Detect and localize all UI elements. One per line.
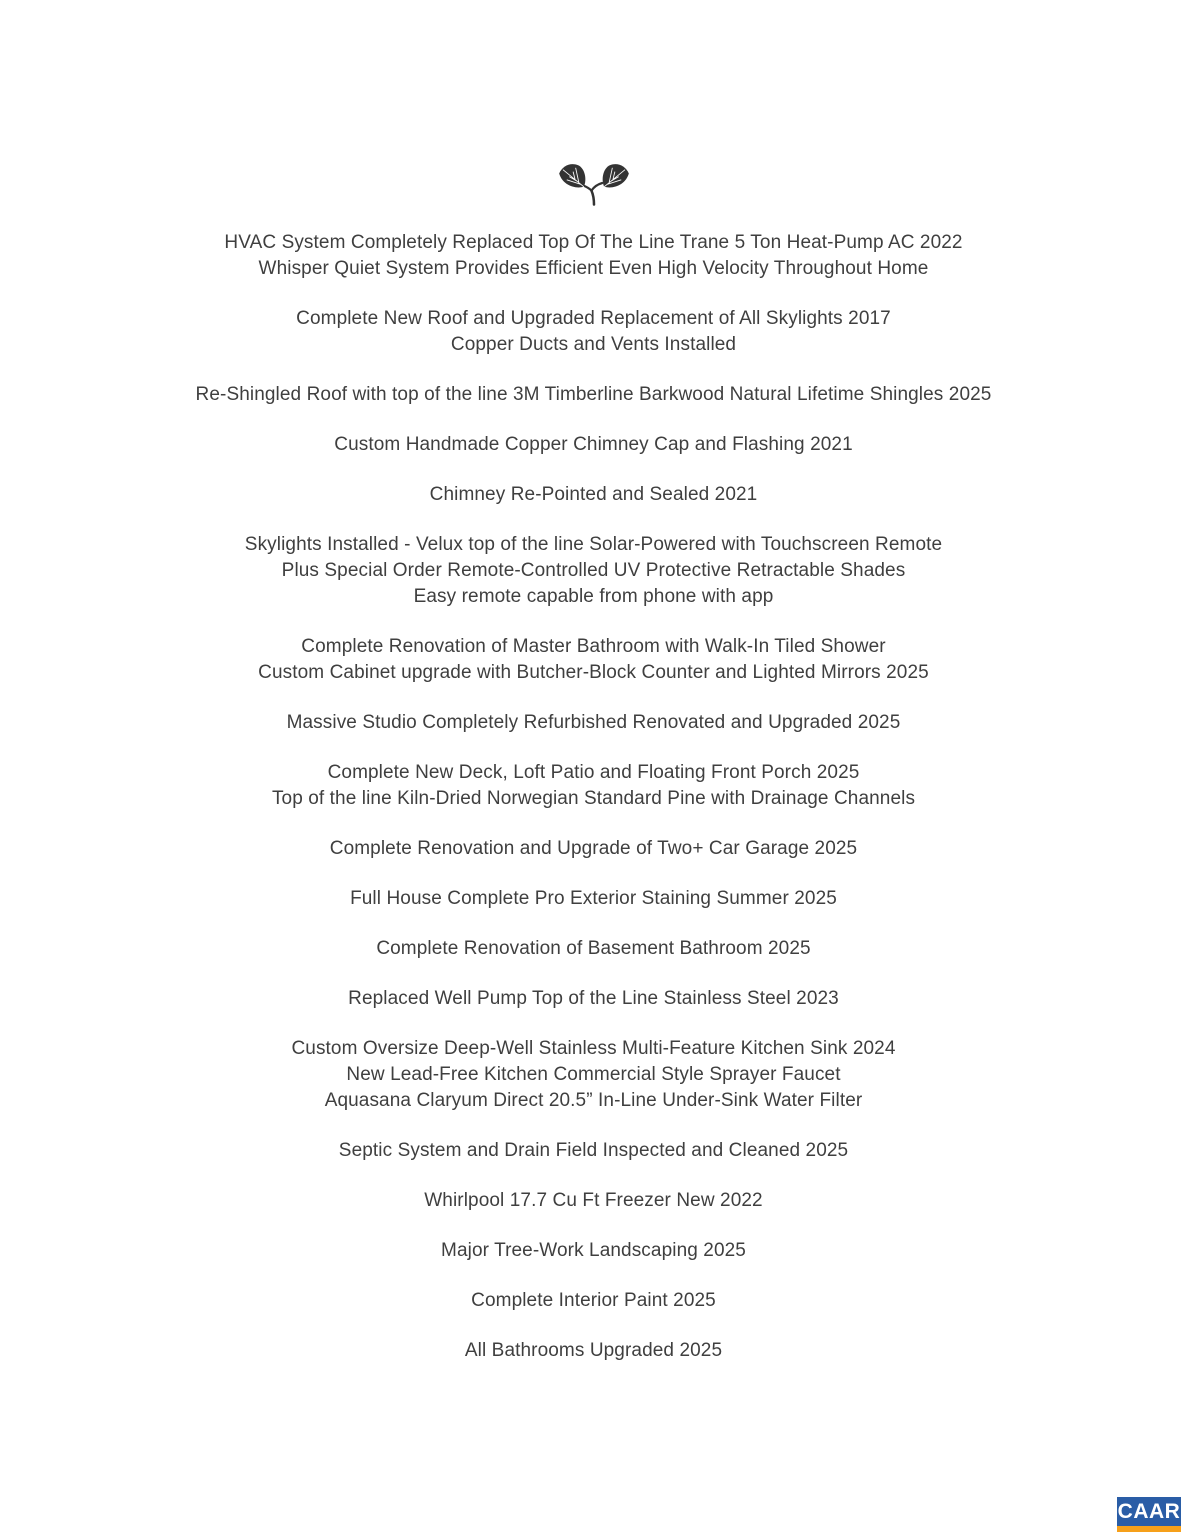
- caar-logo-text: CAAR: [1117, 1500, 1181, 1523]
- improvement-line: Copper Ducts and Vents Installed: [450, 334, 737, 355]
- improvement-paragraph: [0, 886, 1187, 912]
- improvement-paragraph: [0, 836, 1187, 862]
- improvement-line: Complete Interior Paint 2025: [471, 1290, 716, 1311]
- caar-logo: [1117, 1497, 1181, 1532]
- improvement-paragraph: [0, 306, 1187, 358]
- caar-logo-blue-box: [1117, 1497, 1181, 1526]
- improvement-paragraph: [0, 1188, 1187, 1214]
- improvements-list: [0, 230, 1187, 1388]
- improvement-paragraph: [0, 432, 1187, 458]
- improvement-paragraph: [0, 710, 1187, 736]
- improvement-paragraph: [0, 1238, 1187, 1264]
- improvement-line: Septic System and Drain Field Inspected and Cleaned 2025: [338, 1140, 849, 1161]
- improvement-paragraph: [0, 986, 1187, 1012]
- improvement-paragraph: [0, 1138, 1187, 1164]
- improvement-paragraph: [0, 634, 1187, 686]
- improvement-line: Custom Handmade Copper Chimney Cap and Flashing 2021: [334, 434, 853, 455]
- improvement-line: Whisper Quiet System Provides Efficient Even High Velocity Throughout Home: [258, 258, 929, 279]
- improvement-line: Skylights Installed - Velux top of the line Solar-Powered with Touchscreen Remote: [244, 534, 943, 555]
- caar-logo-tagline-strip: [1117, 1526, 1181, 1532]
- improvement-paragraph: [0, 230, 1187, 282]
- improvement-paragraph: [0, 382, 1187, 408]
- improvement-paragraph: [0, 1338, 1187, 1364]
- improvement-line: Whirlpool 17.7 Cu Ft Freezer New 2022: [424, 1190, 763, 1211]
- improvement-paragraph: [0, 532, 1187, 610]
- improvement-line: Aquasana Claryum Direct 20.5” In-Line Under-Sink Water Filter: [324, 1090, 863, 1111]
- improvement-line: Custom Oversize Deep-Well Stainless Multi-Feature Kitchen Sink 2024: [291, 1038, 896, 1059]
- improvement-line: Easy remote capable from phone with app: [413, 586, 774, 607]
- improvement-paragraph: [0, 760, 1187, 812]
- improvement-paragraph: [0, 1036, 1187, 1114]
- improvement-paragraph: [0, 936, 1187, 962]
- improvement-line: HVAC System Completely Replaced Top Of The Line Trane 5 Ton Heat-Pump AC 2022: [224, 232, 963, 253]
- improvement-paragraph: [0, 1288, 1187, 1314]
- improvement-line: Complete New Deck, Loft Patio and Floating Front Porch 2025: [327, 762, 860, 783]
- improvement-line: Chimney Re-Pointed and Sealed 2021: [429, 484, 758, 505]
- improvement-line: Re-Shingled Roof with top of the line 3M Timberline Barkwood Natural Lifetime Shingles 2025: [195, 384, 992, 405]
- improvement-line: Custom Cabinet upgrade with Butcher-Block Counter and Lighted Mirrors 2025: [258, 662, 929, 683]
- improvement-line: Top of the line Kiln-Dried Norwegian Standard Pine with Drainage Channels: [271, 788, 916, 809]
- improvement-line: Massive Studio Completely Refurbished Renovated and Upgraded 2025: [286, 712, 901, 733]
- improvement-line: Complete Renovation of Master Bathroom with Walk-In Tiled Shower: [301, 636, 886, 657]
- improvement-line: Plus Special Order Remote-Controlled UV Protective Retractable Shades: [281, 560, 906, 581]
- improvement-line: Complete Renovation of Basement Bathroom 2025: [376, 938, 811, 959]
- improvement-line: Complete New Roof and Upgraded Replacement of All Skylights 2017: [296, 308, 891, 329]
- two-leaves-icon-svg: [556, 160, 632, 206]
- improvement-line: Full House Complete Pro Exterior Staining Summer 2025: [350, 888, 837, 909]
- improvement-paragraph: [0, 482, 1187, 508]
- improvement-line: Complete Renovation and Upgrade of Two+ Car Garage 2025: [329, 838, 858, 859]
- two-leaves-icon: [0, 160, 1187, 211]
- improvement-line: Major Tree-Work Landscaping 2025: [441, 1240, 746, 1261]
- improvement-line: New Lead-Free Kitchen Commercial Style Sprayer Faucet: [346, 1064, 841, 1085]
- improvement-line: All Bathrooms Upgraded 2025: [464, 1340, 723, 1361]
- improvement-line: Replaced Well Pump Top of the Line Stainless Steel 2023: [348, 988, 839, 1009]
